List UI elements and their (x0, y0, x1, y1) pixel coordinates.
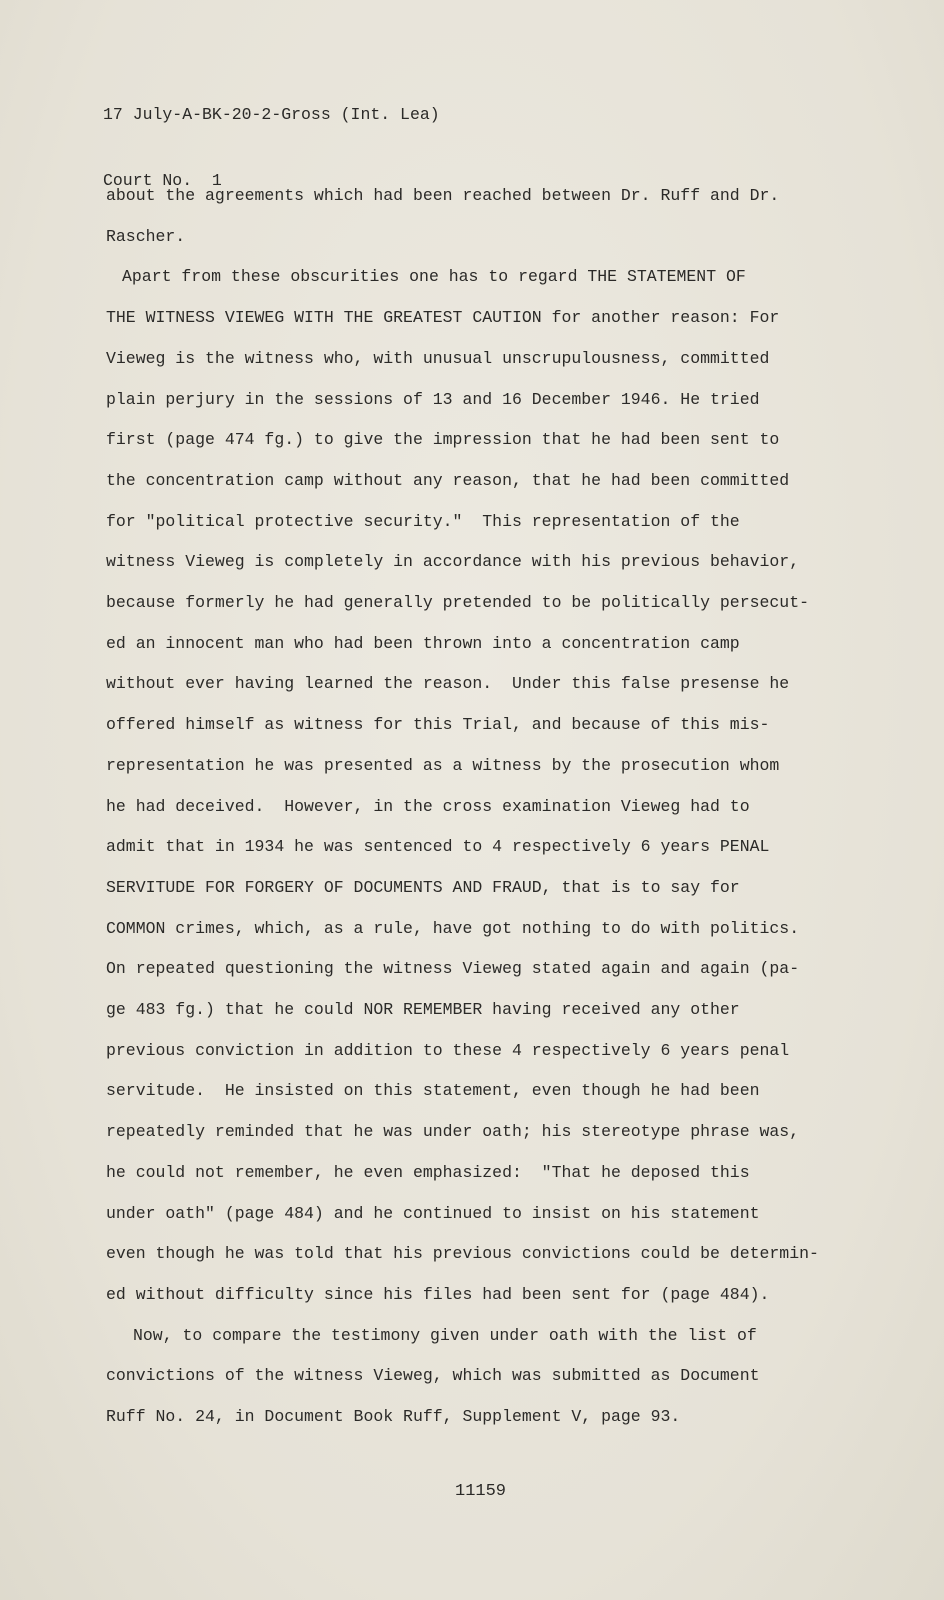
document-body (106, 176, 819, 1438)
text-line: plain perjury in the sessions of 13 and 16 December 1946. He tried (106, 389, 760, 409)
text-line: THE WITNESS VIEWEG WITH THE GREATEST CAUTION for another reason: For (106, 308, 780, 328)
text-line: Now, to compare the testimony given under oath with the list of (133, 1325, 757, 1345)
text-line: because formerly he had generally pretended to be politically persecut- (106, 593, 810, 613)
text-line: for "political protective security." This representation of the (106, 511, 740, 531)
text-line: about the agreements which had been reached between Dr. Ruff and Dr. (106, 186, 780, 205)
text-line: Vieweg is the witness who, with unusual unscrupulousness, committed (106, 348, 770, 368)
text-line: COMMON crimes, which, as a rule, have got nothing to do with politics. (106, 918, 800, 938)
text-line: without ever having learned the reason. Under this false presense he (106, 674, 790, 694)
header-line-1: 17 July-A-BK-20-2-Gross (Int. Lea) (103, 105, 440, 124)
text-line: ed an innocent man who had been thrown into a concentration camp (106, 633, 740, 653)
text-line: servitude. He insisted on this statement, even though he had been (106, 1081, 760, 1101)
text-line: first (page 474 fg.) to give the impression that he had been sent to (106, 430, 780, 450)
text-line: previous conviction in addition to these 4 respectively 6 years penal (106, 1040, 790, 1060)
text-line: Ruff No. 24, in Document Book Ruff, Supplement V, page 93. (106, 1407, 681, 1427)
text-line: SERVITUDE FOR FORGERY OF DOCUMENTS AND FRAUD, that is to say for (106, 877, 740, 897)
text-line: admit that in 1934 he was sentenced to 4 respectively 6 years PENAL (106, 837, 770, 857)
page-number: 11159 (455, 1482, 507, 1501)
header-line-2: Court No. 1 (103, 171, 222, 190)
text-line: repeatedly reminded that he was under oath; his stereotype phrase was, (106, 1122, 800, 1142)
text-line: offered himself as witness for this Trial, and because of this mis- (106, 715, 770, 735)
text-line: ed without difficulty since his files had been sent for (page 484). (106, 1284, 770, 1304)
text-line: convictions of the witness Vieweg, which was submitted as Document (106, 1366, 760, 1386)
text-line: representation he was presented as a witness by the prosecution whom (106, 755, 780, 775)
text-line: the concentration camp without any reason, that he had been committed (106, 470, 790, 490)
text-line: he could not remember, he even emphasized: "That he deposed this (106, 1162, 750, 1182)
text-line: Rascher. (106, 226, 186, 246)
text-line: under oath" (page 484) and he continued to insist on his statement (106, 1203, 760, 1223)
text-line: ge 483 fg.) that he could NOR REMEMBER having received any other (106, 1000, 740, 1020)
text-line: Apart from these obscurities one has to regard THE STATEMENT OF (122, 267, 746, 287)
text-line: even though he was told that his previous convictions could be determin- (106, 1244, 819, 1264)
text-line: witness Vieweg is completely in accordance with his previous behavior, (106, 552, 800, 572)
text-line: he had deceived. However, in the cross examination Vieweg had to (106, 796, 750, 816)
text-line: On repeated questioning the witness Vieweg stated again and again (pa- (106, 959, 800, 979)
